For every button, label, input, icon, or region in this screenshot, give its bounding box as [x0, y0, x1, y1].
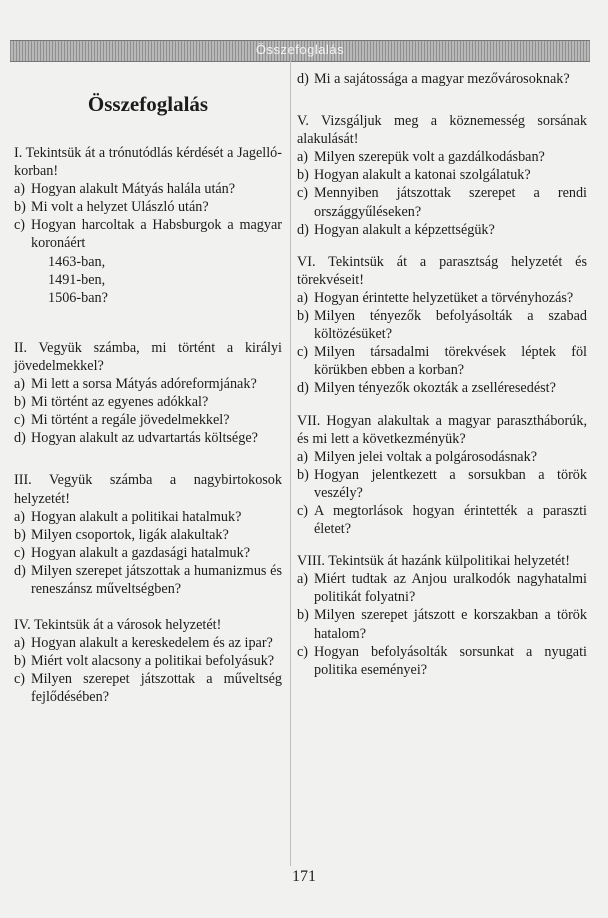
item-label: c) [297, 344, 309, 361]
item-label: c) [14, 217, 26, 234]
list-item [14, 393, 282, 411]
item-text: Hogyan alakult a gazdasági hatalmuk? [31, 544, 251, 561]
year-line: 1463-ban, [48, 253, 106, 270]
section-6 [297, 253, 587, 398]
list-item [14, 652, 282, 670]
list-item [14, 562, 282, 598]
item-label: c) [14, 671, 26, 688]
item-label: c) [297, 185, 309, 202]
list-item [297, 307, 587, 343]
item-label: a) [297, 289, 309, 306]
banner-title: Összefoglalás [255, 42, 345, 57]
list-item [14, 508, 282, 526]
list-item [297, 606, 587, 642]
list-item [14, 180, 282, 198]
list-item [297, 289, 587, 307]
item-text: Hogyan befolyásolták sorsunkat a nyugati politika eseményei? [314, 643, 587, 678]
item-label: b) [297, 607, 309, 624]
list-item [14, 375, 282, 393]
item-label: b) [14, 199, 26, 216]
item-label: d) [297, 380, 309, 397]
item-text: Mi a sajátossága a magyar mezővárosoknak? [314, 71, 570, 87]
list-item [14, 198, 282, 216]
list-item [297, 448, 587, 466]
item-text: Mennyiben játszottak szerepet a rendi országgyűléseken? [314, 185, 587, 220]
item-text: Hogyan alakult a képzettségük? [314, 221, 495, 238]
section-heading: VI. Tekintsük át a parasztság helyzetét és törekvéseit! [297, 253, 587, 288]
item-text: Milyen jelei voltak a polgárosodásnak? [314, 448, 537, 465]
item-text: Hogyan alakult a politikai hatalmuk? [31, 508, 242, 525]
item-text: Hogyan alakult a kereskedelem és az ipar? [31, 635, 273, 652]
item-text: Milyen tényezők okozták a zselléresedést? [314, 380, 556, 397]
left-column [14, 70, 282, 721]
list-item [297, 184, 587, 220]
item-label: a) [297, 571, 309, 588]
list-item [14, 634, 282, 652]
item-label: d) [297, 221, 309, 238]
section-8 [297, 552, 587, 679]
list-item [297, 379, 587, 397]
item-text: Hogyan jelentkezett a sorsukban a török veszély? [314, 466, 587, 501]
item-text: Milyen szerepük volt a gazdálkodásban? [314, 149, 545, 166]
page-number: 171 [292, 868, 316, 885]
item-text: Hogyan alakult Mátyás halála után? [31, 181, 236, 198]
header-banner [10, 40, 590, 62]
item-text: Mi történt az egyenes adókkal? [31, 394, 209, 411]
section-2 [14, 339, 282, 448]
item-text: Miért tudtak az Anjou uralkodók nagyhatalmi politikát folyatni? [314, 571, 587, 606]
list-item [297, 70, 587, 88]
list-item [14, 429, 282, 447]
section-5 [297, 112, 587, 239]
list-item [14, 216, 282, 252]
section-1 [14, 144, 282, 307]
item-label: d) [297, 71, 309, 87]
item-label: c) [297, 643, 309, 660]
section-4 [14, 616, 282, 706]
item-label: d) [14, 562, 26, 579]
list-item [14, 526, 282, 544]
item-text: Milyen szerepet játszott e korszakban a török hatalom? [314, 607, 587, 642]
year-line: 1506-ban? [48, 289, 108, 306]
list-item [297, 148, 587, 166]
list-item [297, 502, 587, 538]
item-text: A megtorlások hogyan érintették a paraszti életet? [314, 502, 587, 538]
list-item [14, 670, 282, 706]
item-text: Hogyan alakult az udvartartás költsége? [31, 430, 258, 447]
year-line: 1491-ben, [48, 271, 106, 288]
item-label: c) [297, 502, 309, 519]
section-heading: IV. Tekintsük át a városok helyzetét! [14, 617, 222, 634]
list-item [297, 343, 587, 379]
item-text: Milyen szerepet játszottak a humanizmus és reneszánsz műveltségben? [31, 562, 282, 597]
item-label: b) [14, 526, 26, 543]
section-heading: VIII. Tekintsük át hazánk külpolitikai helyzetét! [297, 553, 570, 570]
right-column [297, 70, 587, 693]
list-item [14, 544, 282, 562]
section-heading: III. Vegyük számba a nagybirtokosok helyzetét! [14, 472, 282, 507]
list-item [297, 221, 587, 239]
page-title: Összefoglalás [87, 92, 209, 116]
item-label: b) [14, 653, 26, 670]
item-label: d) [14, 430, 26, 447]
list-item [297, 570, 587, 606]
item-label: b) [297, 167, 309, 184]
section-heading: V. Vizsgáljuk meg a köznemesség sorsának alakulását! [297, 113, 587, 148]
list-item [297, 466, 587, 502]
item-text: Mi lett a sorsa Mátyás adóreformjának? [31, 376, 257, 393]
item-label: c) [14, 412, 26, 429]
list-item [14, 411, 282, 429]
section-4-continued [297, 70, 587, 88]
item-label: c) [14, 544, 26, 561]
item-label: a) [297, 149, 309, 166]
item-text: Hogyan alakult a katonai szolgálatuk? [314, 167, 531, 184]
item-text: Mi volt a helyzet Ulászló után? [31, 199, 209, 216]
item-label: b) [14, 394, 26, 411]
item-label: b) [297, 308, 309, 325]
item-text: Miért volt alacsony a politikai befolyásuk? [31, 653, 275, 670]
column-divider [290, 61, 291, 866]
item-label: a) [297, 448, 309, 465]
item-text: Hogyan harcoltak a Habsburgok a magyar koronáért [31, 217, 282, 252]
section-heading: I. Tekintsük át a trónutódlás kérdését a Jagelló-korban! [14, 145, 282, 180]
item-text: Milyen szerepet játszottak a műveltség fejlődésében? [31, 671, 282, 706]
item-label: b) [297, 466, 309, 483]
list-item [297, 643, 587, 679]
item-text: Milyen társadalmi törekvések léptek föl körükben ebben a korban? [314, 344, 587, 379]
item-text: Milyen tényezők befolyásolták a szabad költözésüket? [314, 308, 587, 343]
list-item [297, 166, 587, 184]
item-label: a) [14, 635, 26, 652]
section-heading: VII. Hogyan alakultak a magyar parasztháborúk, és mi lett a következményük? [297, 412, 587, 447]
section-3 [14, 471, 282, 598]
item-text: Mi történt a regále jövedelmekkel? [31, 412, 230, 429]
item-label: a) [14, 508, 26, 525]
item-text: Milyen csoportok, ligák alakultak? [31, 526, 229, 543]
section-heading: II. Vegyük számba, mi történt a királyi jövedelmekkel? [14, 339, 282, 374]
item-label: a) [14, 376, 26, 393]
item-label: a) [14, 181, 26, 198]
section-7 [297, 412, 587, 539]
item-text: Hogyan érintette helyzetüket a törvényhozás? [314, 289, 574, 306]
